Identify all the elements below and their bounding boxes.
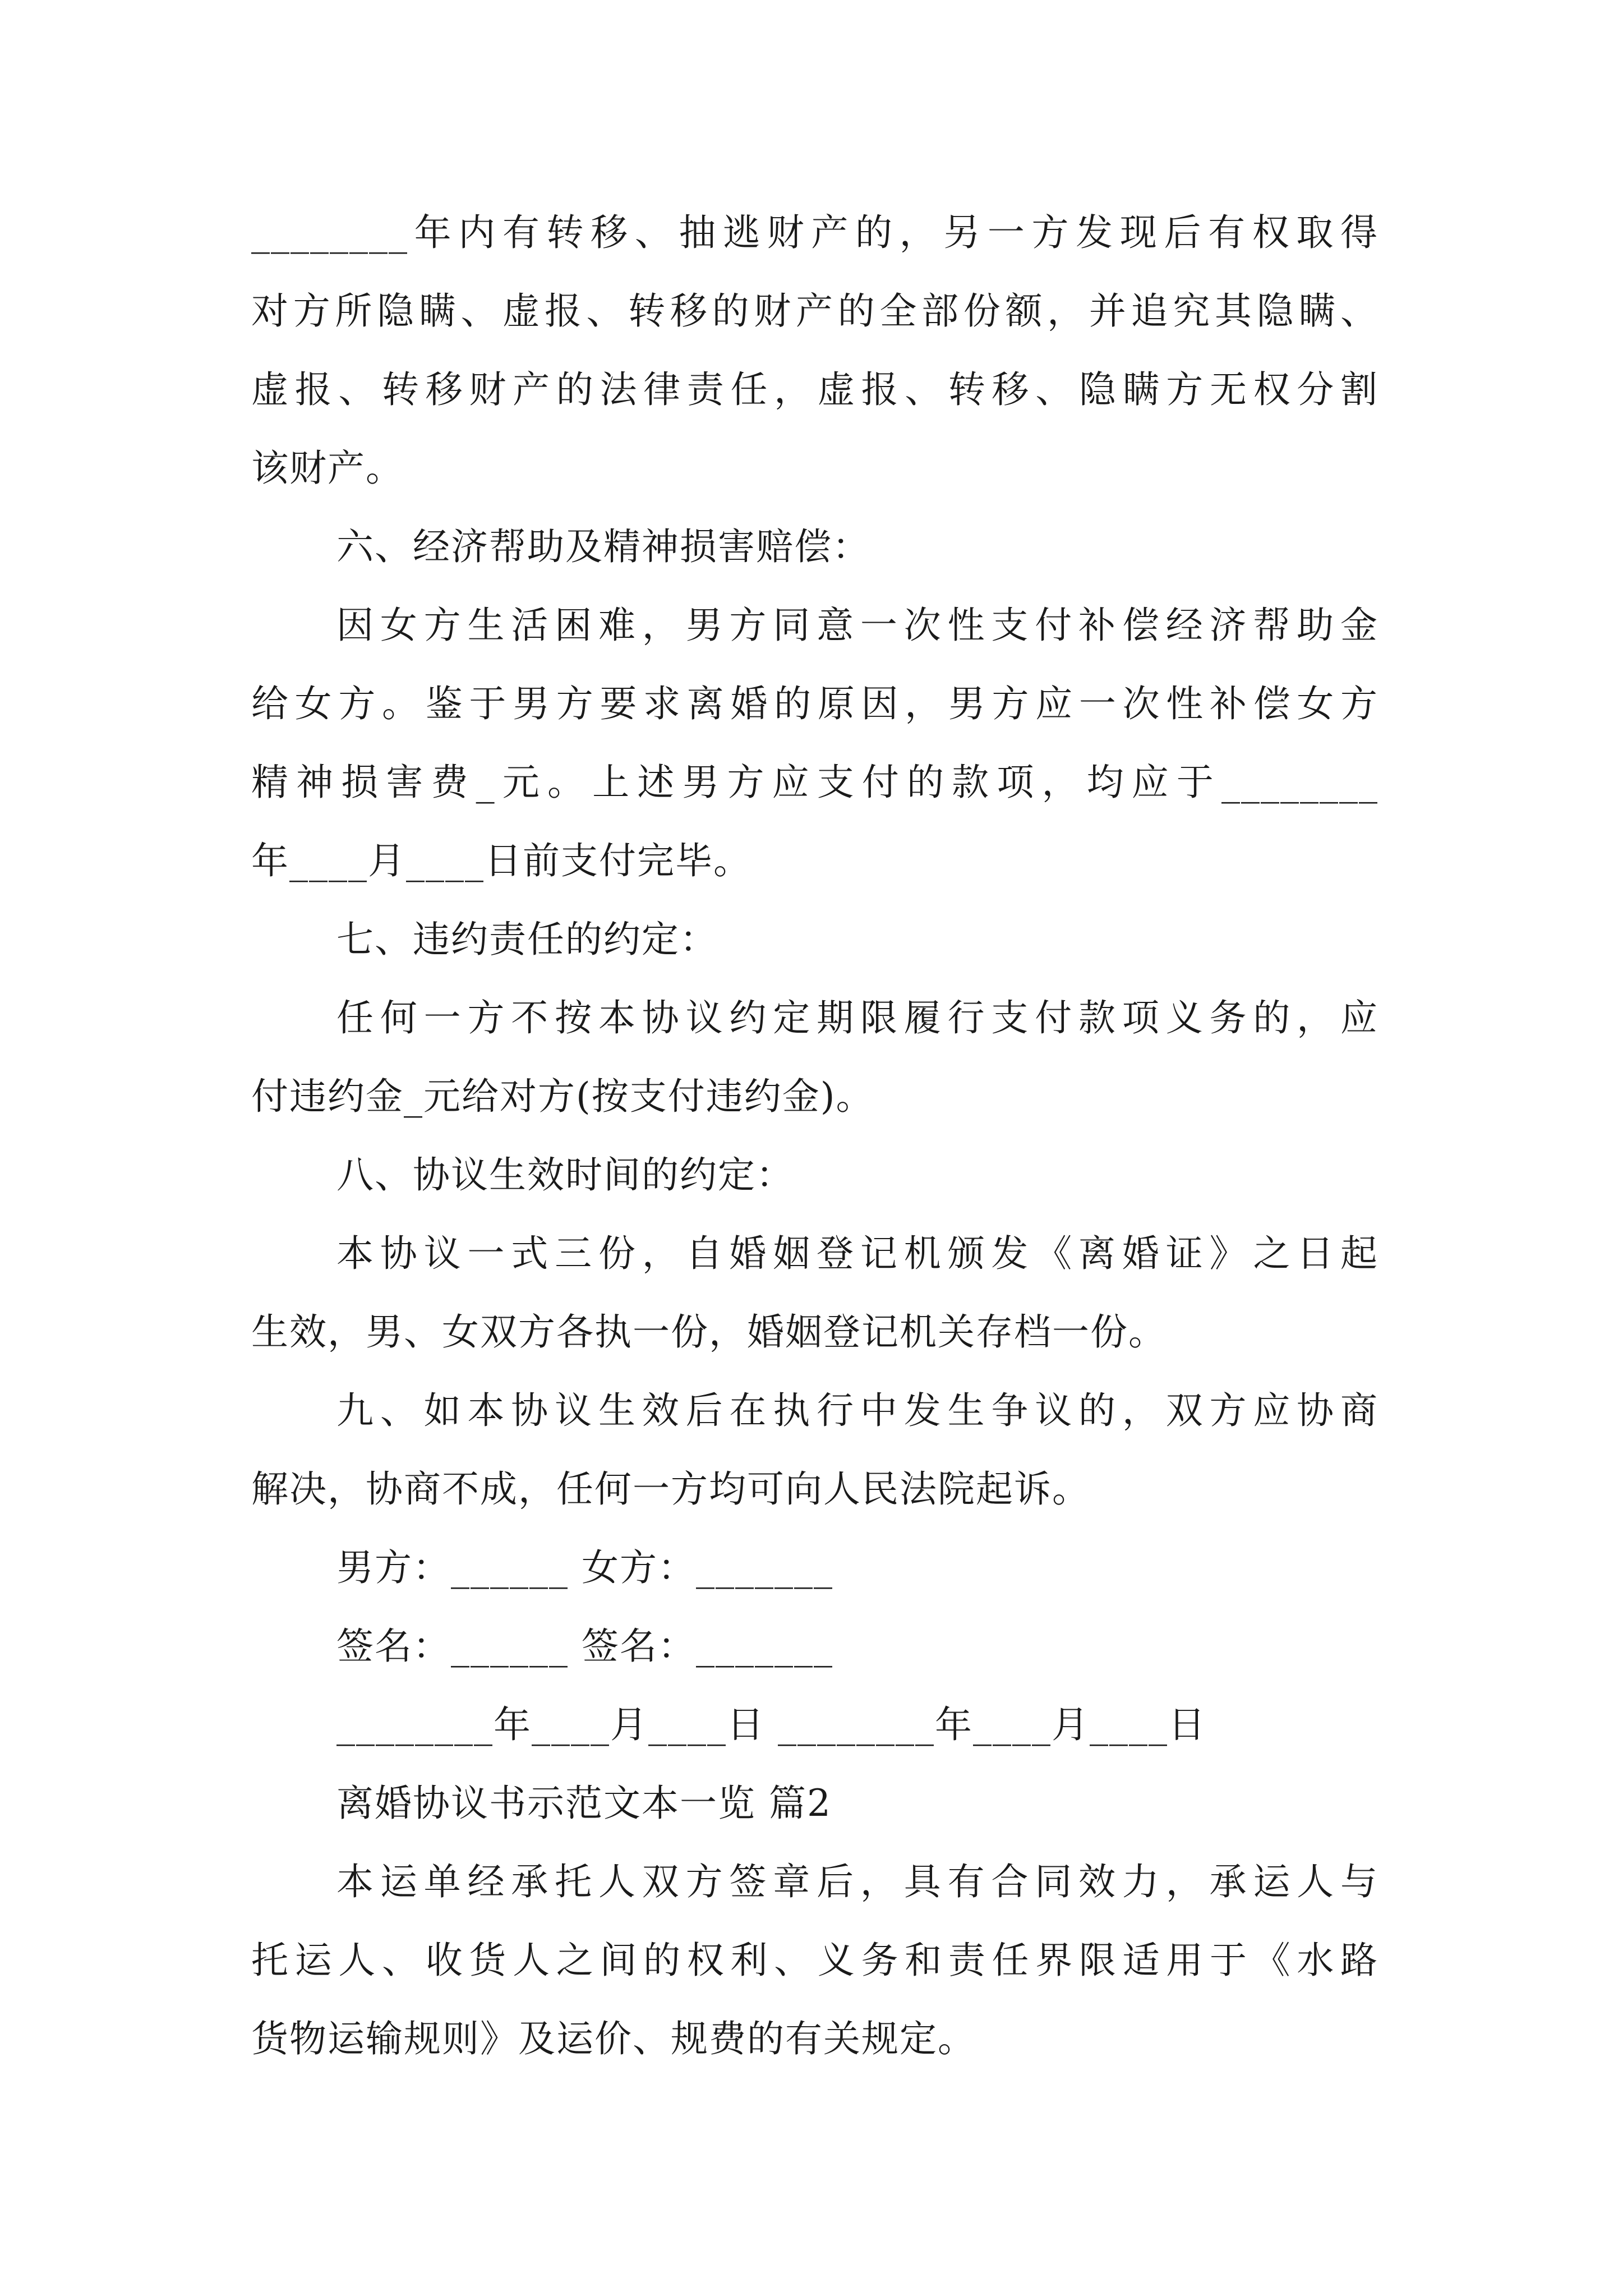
date-line: ________年____月____日 ________年____月____日 <box>336 1703 1206 1746</box>
body-text-line: 给女方。鉴于男方要求离婚的原因，男方应一次性补偿女方 <box>251 682 1378 725</box>
body-text-line: 年____月____日前支付完毕。 <box>251 839 751 882</box>
body-text-line: 本协议一式三份，自婚姻登记机颁发《离婚证》之日起 <box>336 1232 1378 1275</box>
party-names-line: 男方：______ 女方：_______ <box>336 1546 833 1589</box>
section-heading: 七、违约责任的约定： <box>336 918 718 961</box>
body-text-line: ________年内有转移、抽逃财产的，另一方发现后有权取得 <box>251 211 1378 254</box>
body-text-line: 精神损害费_元。上述男方应支付的款项，均应于________ <box>251 761 1378 804</box>
body-text-line: 付违约金_元给对方(按支付违约金)。 <box>251 1075 874 1118</box>
body-text-line: 虚报、转移财产的法律责任，虚报、转移、隐瞒方无权分割 <box>251 368 1378 411</box>
section-title: 离婚协议书示范文本一览 篇2 <box>336 1782 832 1825</box>
body-text-line: 对方所隐瞒、虚报、转移的财产的全部份额，并追究其隐瞒、 <box>251 289 1378 333</box>
section-heading: 六、经济帮助及精神损害赔偿： <box>336 525 870 568</box>
body-text-line: 解决，协商不成，任何一方均可向人民法院起诉。 <box>251 1467 1090 1511</box>
signature-line: 签名：______ 签名：_______ <box>336 1625 833 1668</box>
body-text-line: 九、如本协议生效后在执行中发生争议的，双方应协商 <box>336 1389 1378 1432</box>
body-text-line: 货物运输规则》及运价、规费的有关规定。 <box>251 2017 976 2060</box>
body-text-line: 因女方生活困难，男方同意一次性支付补偿经济帮助金 <box>336 604 1378 647</box>
body-text-line: 生效，男、女双方各执一份，婚姻登记机关存档一份。 <box>251 1310 1166 1354</box>
body-text-line: 本运单经承托人双方签章后，具有合同效力，承运人与 <box>336 1860 1378 1903</box>
section-heading: 八、协议生效时间的约定： <box>336 1153 794 1197</box>
body-text-line: 该财产。 <box>251 447 404 490</box>
body-text-line: 任何一方不按本协议约定期限履行支付款项义务的，应 <box>336 996 1378 1039</box>
body-text-line: 托运人、收货人之间的权利、义务和责任界限适用于《水路 <box>251 1939 1378 1982</box>
